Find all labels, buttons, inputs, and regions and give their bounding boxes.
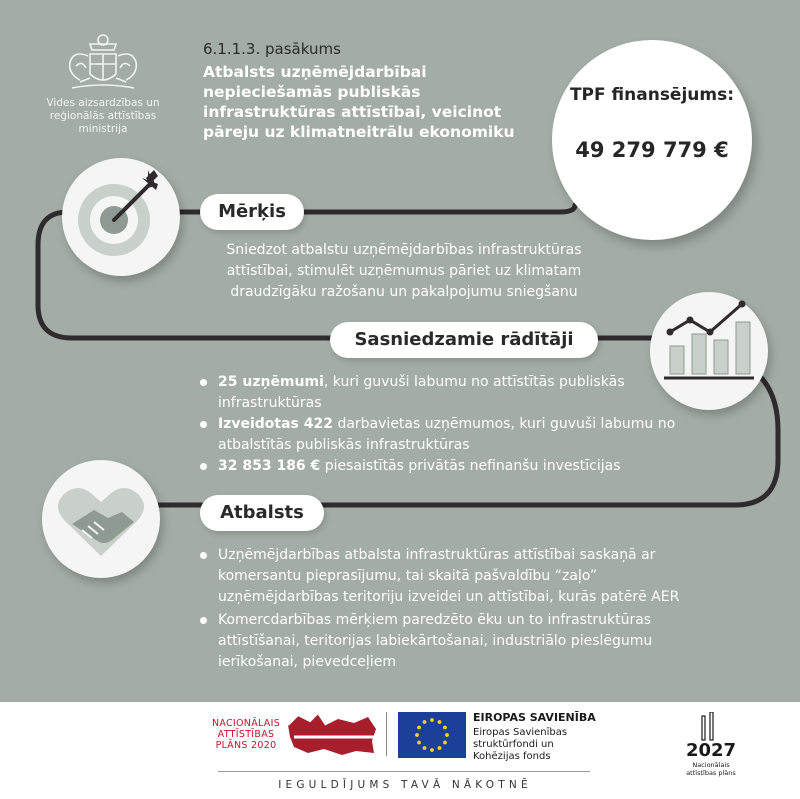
bullet-dot — [200, 463, 207, 470]
indicator-value: Izveidotas 422 — [218, 416, 333, 432]
nap-line: ATTĪSTĪBAS — [217, 729, 275, 740]
indicator-value: 32 853 186 € — [218, 458, 321, 474]
footer-divider — [386, 712, 387, 756]
eu-star-icon — [443, 726, 447, 730]
bullet-dot — [200, 421, 207, 428]
indicator-item — [200, 372, 720, 414]
indicators-heading: Sasniedzamie rādītāji — [330, 322, 598, 358]
eu-subtitle: Eiropas Savienības struktūrfondi un Kohēzijas fonds — [473, 727, 568, 762]
goal-text: Sniedzot atbalstu uzņēmējdarbības infrastruktūras attīstībai, stimulēt uzņēmumus pāriet uz klimatam draudzīgāku ražošanu un pakalpojumu sniegšanu — [226, 242, 582, 300]
indicator-text: , kuri guvuši labumu no attīstītās publiskās infrastruktūras — [218, 374, 625, 411]
nap-line: NACIONĀLAIS — [211, 718, 281, 729]
funding-label: TPF finansējums: — [569, 85, 735, 105]
plan-2027-caption — [680, 762, 742, 777]
support-item — [200, 545, 720, 608]
eu-star-icon — [417, 726, 421, 730]
funding-value: 49 279 779 € — [575, 138, 729, 162]
plan-caption-line: attīstības plāns — [686, 768, 736, 777]
measure-title: Atbalsts uzņēmējdarbībai nepieciešamās publiskās infrastruktūras attīstībai, veicinot pāreju uz klimatneitrālu ekonomiku — [203, 63, 515, 141]
eu-star-icon — [438, 720, 442, 724]
indicator-text: darbavietas uzņēmumos, kuri guvuši labumu no atbalstītās publiskās infrastruktūras — [218, 416, 676, 453]
ministry-name: Vides aizsardzības un reģionālās attīstības ministrija — [46, 97, 160, 135]
eu-star-icon — [423, 746, 427, 750]
support-heading: Atbalsts — [200, 495, 324, 531]
measure-code: 6.1.1.3. pasākums — [203, 40, 341, 58]
funding-circle — [552, 40, 752, 240]
support-text: Komercdarbības mērķiem paredzēto ēku un to infrastruktūras attīstīšanai, teritorijas labiekārtošanai, industriālo pieslēgumu ierīkošanai, pievedceļiem — [218, 612, 653, 670]
indicator-text: piesaistītās privātās nefinanšu investīcijas — [320, 458, 621, 474]
eu-star-icon — [445, 733, 449, 737]
eu-star-icon — [417, 741, 421, 745]
indicator-value: 25 uzņēmumi — [218, 374, 324, 390]
plan-caption-line: Nacionālais — [692, 761, 730, 769]
support-item — [200, 610, 720, 673]
plan-2027-year: 2027 — [685, 740, 737, 761]
eu-star-icon — [438, 746, 442, 750]
target-icon — [62, 158, 180, 276]
handshake-icon — [42, 460, 160, 578]
bullet-dot — [200, 617, 207, 624]
support-text: Uzņēmējdarbības atbalsta infrastruktūras attīstībai saskaņā ar komersantu pieprasījumu, tai skaitā pašvaldību “zaļo” uzņēmējdarbības teritoriju izveidei un attīstībai, kurās patērē AER — [218, 547, 680, 605]
indicator-item — [200, 414, 700, 456]
footer-rule — [218, 771, 590, 772]
goal-icon-circle — [62, 158, 180, 276]
eu-star-icon — [430, 718, 434, 722]
indicator-item — [200, 456, 720, 477]
eu-star-icon — [443, 741, 447, 745]
plan-2027-mark-icon — [700, 712, 720, 742]
bullet-dot — [200, 552, 207, 559]
coat-of-arms-icon — [60, 30, 146, 94]
slogan: IEGULDĪJUMS TAVĀ NĀKOTNĒ — [278, 779, 532, 791]
nap-logo-text — [208, 718, 284, 751]
bullet-dot — [200, 379, 207, 386]
nap-line: PLĀNS 2020 — [215, 740, 277, 751]
eu-star-icon — [415, 733, 419, 737]
eu-star-icon — [423, 720, 427, 724]
latvia-map-icon — [284, 707, 380, 759]
eu-star-icon — [430, 748, 434, 752]
eu-title: EIROPAS SAVIENĪBA — [473, 711, 596, 724]
support-icon-circle — [42, 460, 160, 578]
goal-heading: Mērķis — [200, 194, 304, 230]
eu-flag-icon — [398, 712, 466, 758]
